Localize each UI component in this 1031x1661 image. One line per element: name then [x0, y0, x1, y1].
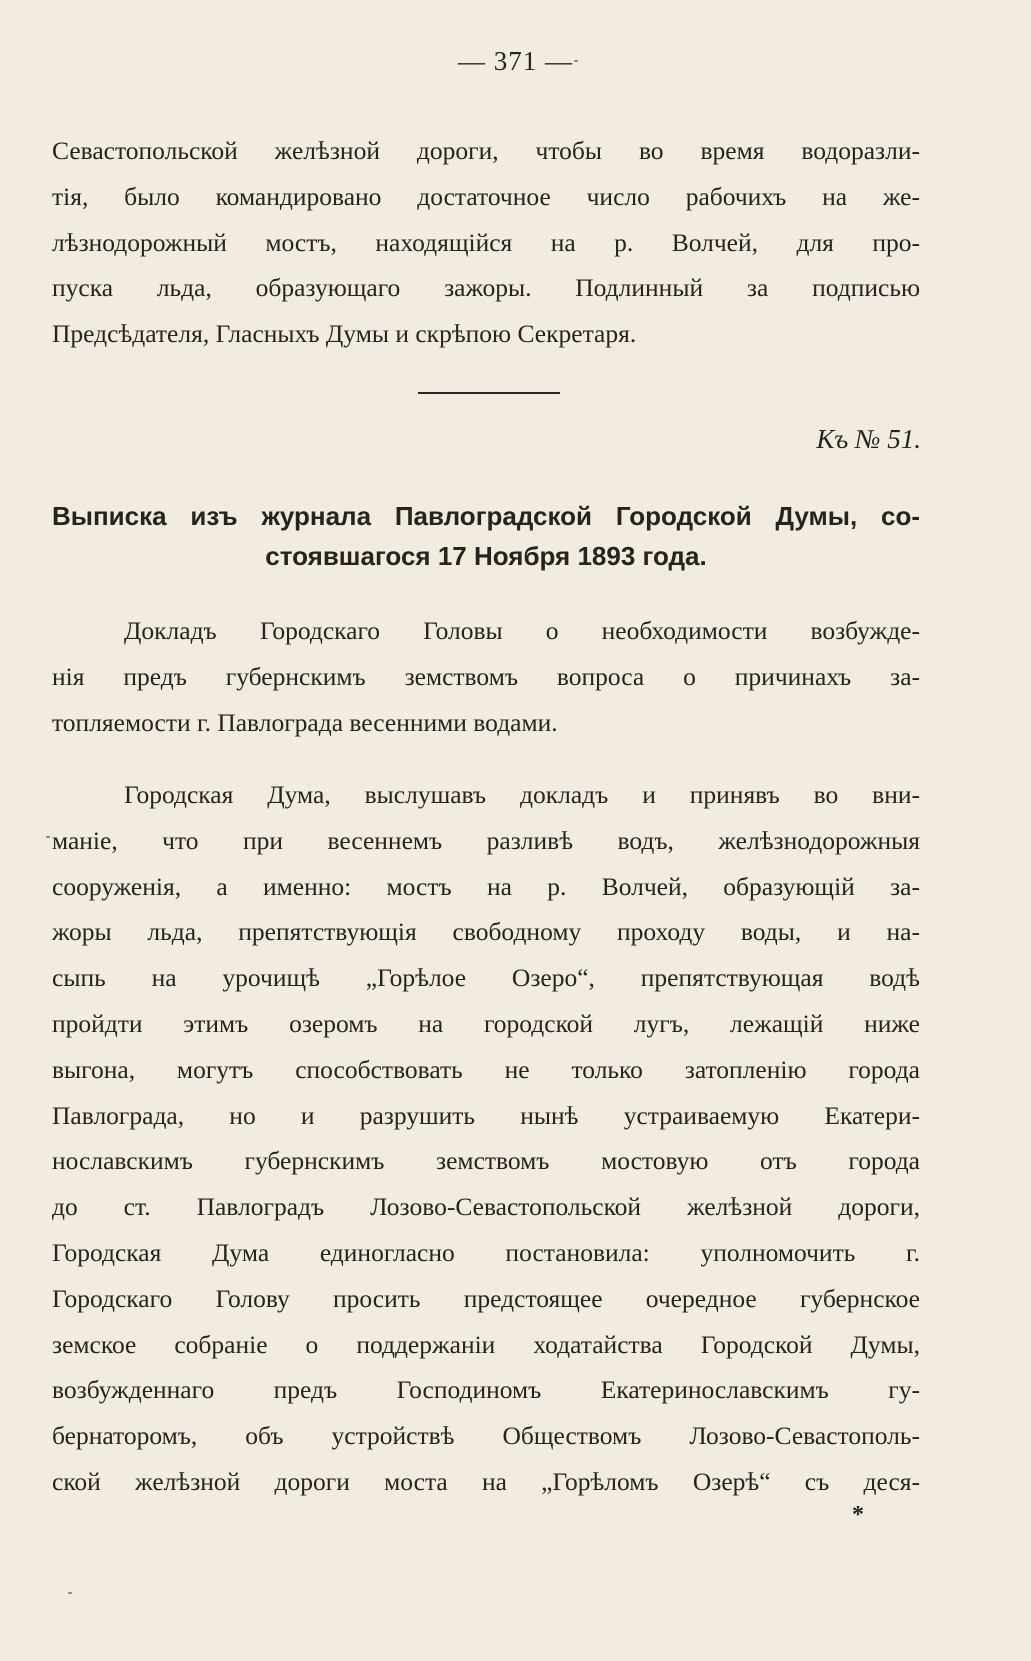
- print-speck: [574, 60, 578, 62]
- text-line: маніе, что при весеннемъ разливѣ водъ, желѣзнодорожныя: [52, 825, 920, 855]
- text-line: сооруженія, а именно: мостъ на р. Волчей, образующій за-: [52, 871, 920, 901]
- text-line: Городскаго Голову просить предстоящее очередное губернское: [52, 1283, 920, 1313]
- text-line: лѣзнодорожный мостъ, находящійся на р. Волчей, для про-: [52, 227, 920, 257]
- text-line: ской желѣзной дороги моста на „Горѣломъ Озерѣ“ съ деся-: [52, 1466, 920, 1496]
- text-line: до ст. Павлоградъ Лозово-Севастопольской желѣзной дороги,: [52, 1192, 920, 1222]
- text-line: нославскимъ губернскимъ земствомъ мостовую отъ города: [52, 1146, 920, 1176]
- text-line: Предсѣдателя, Гласныхъ Думы и скрѣпою Секретаря.: [52, 319, 637, 349]
- text-line: пуска льда, образующаго зажоры. Подлинный за подписью: [52, 273, 920, 303]
- continued-paragraph: [52, 128, 920, 357]
- text-line: возбужденнаго предъ Господиномъ Екатеринославскимъ гу-: [52, 1375, 920, 1405]
- text-line: топляемости г. Павлограда весенними водами.: [52, 707, 558, 737]
- report-paragraph: [52, 608, 920, 745]
- text-line: жоры льда, препятствующія свободному проходу воды, и на-: [52, 917, 920, 947]
- text-line: сыпь на урочищѣ „Горѣлое Озеро“, препятствующая водѣ: [52, 963, 920, 993]
- print-speck: [68, 1592, 72, 1594]
- section-reference: Къ № 51.: [816, 424, 921, 454]
- section-divider: [418, 392, 560, 394]
- text-line: Городская Дума, выслушавъ докладъ и принявъ во вни-: [124, 780, 920, 809]
- text-line: Севастопольской желѣзной дороги, чтобы во время водоразли-: [52, 136, 920, 165]
- text-line: тія, было командировано достаточное число рабочихъ на же-: [52, 181, 920, 211]
- text-line: земское собраніе о поддержаніи ходатайства Городской Думы,: [52, 1329, 920, 1359]
- text-line: бернаторомъ, объ устройствѣ Обществомъ Лозово-Севастополь-: [52, 1421, 920, 1451]
- resolution-paragraph: [52, 772, 920, 1505]
- text-line: Докладъ Городскаго Головы о необходимости возбужде-: [124, 616, 920, 645]
- page-number: — 371 —: [458, 46, 573, 76]
- text-line: выгона, могутъ способствовать не только затопленію города: [52, 1054, 920, 1084]
- heading-line: Выписка изъ журнала Павлоградской Городской Думы, со-: [52, 501, 920, 531]
- text-line: Городская Дума единогласно постановила: уполномочить г.: [52, 1237, 920, 1267]
- text-line: пройдти этимъ озеромъ на городской лугъ, лежащій ниже: [52, 1008, 920, 1038]
- section-heading: [52, 496, 920, 576]
- heading-line: стоявшагося 17 Ноября 1893 года.: [265, 541, 707, 571]
- signature-mark: *: [852, 1502, 864, 1528]
- text-line: нія предъ губернскимъ земствомъ вопроса о причинахъ за-: [52, 661, 920, 691]
- text-line: Павлограда, но и разрушить нынѣ устраиваемую Екатери-: [52, 1100, 920, 1130]
- print-speck: [46, 836, 50, 838]
